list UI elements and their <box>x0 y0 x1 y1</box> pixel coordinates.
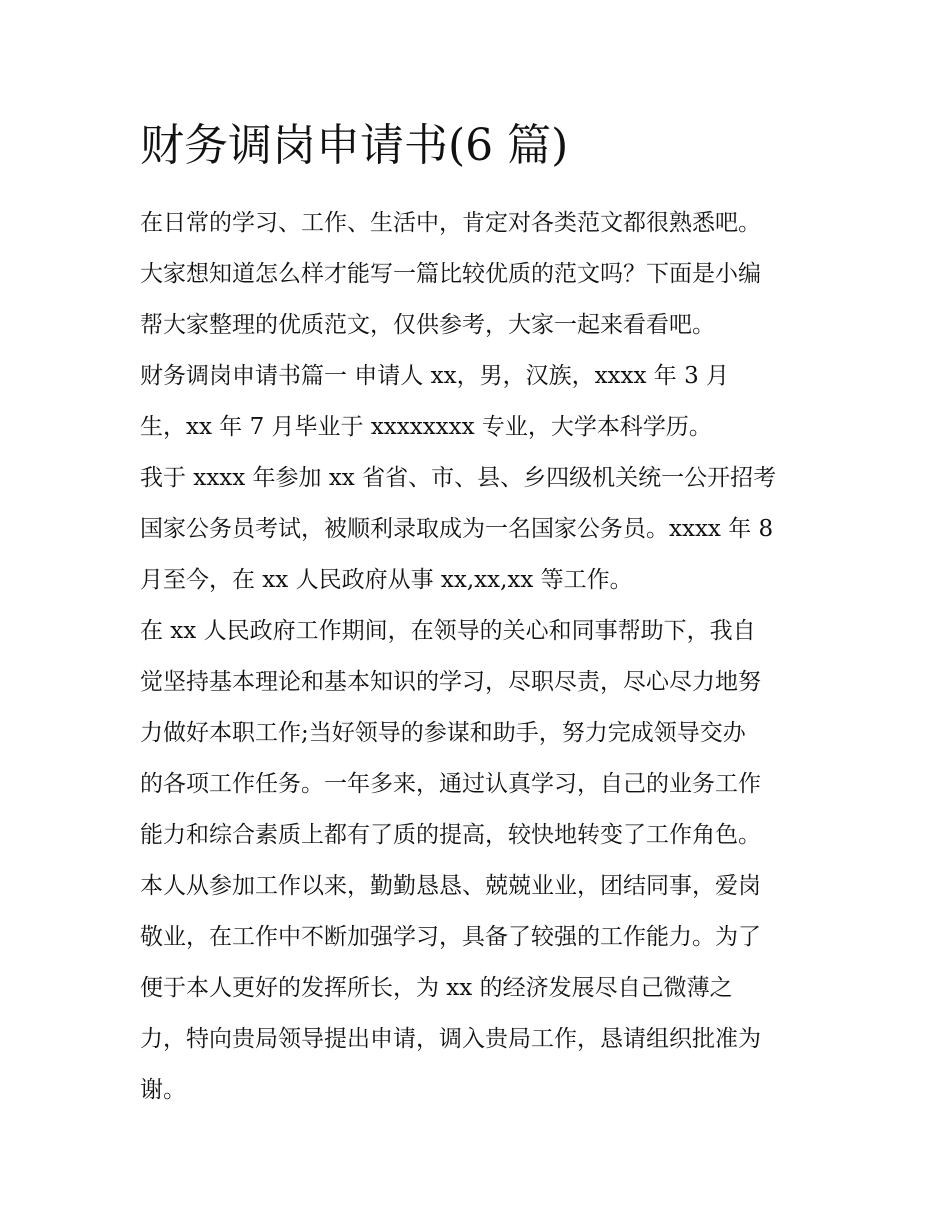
body-line: 谢。 <box>140 1077 186 1103</box>
body-line: 在 xx 人民政府工作期间，在领导的关心和同事帮助下，我自 <box>140 618 756 644</box>
document-body <box>140 198 830 1116</box>
body-line: 大家想知道怎么样才能写一篇比较优质的范文吗？下面是小编 <box>140 261 761 287</box>
body-line: 帮大家整理的优质范文，仅供参考，大家一起来看看吧。 <box>140 312 715 338</box>
body-line: 便于本人更好的发挥所长，为 xx 的经济发展尽自己微薄之 <box>140 975 733 1001</box>
body-line: 本人从参加工作以来，勤勤恳恳、兢兢业业，团结同事，爱岗 <box>140 873 761 899</box>
body-line: 国家公务员考试，被顺利录取成为一名国家公务员。xxxx 年 8 <box>140 516 774 542</box>
body-line: 在日常的学习、工作、生活中，肯定对各类范文都很熟悉吧。 <box>140 210 761 236</box>
body-line: 敬业，在工作中不断加强学习，具备了较强的工作能力。为了 <box>140 924 761 950</box>
document-title: 财务调岗申请书(6 篇) <box>140 120 569 171</box>
body-line: 月至今，在 xx 人民政府从事 xx,xx,xx 等工作。 <box>140 567 633 593</box>
body-line: 力做好本职工作;当好领导的参谋和助手，努力完成领导交办 <box>140 720 746 746</box>
body-line: 觉坚持基本理论和基本知识的学习，尽职尽责，尽心尽力地努 <box>140 669 761 695</box>
body-line: 财务调岗申请书篇一 申请人 xx，男，汉族，xxxx 年 3 月 <box>140 363 730 389</box>
body-line: 能力和综合素质上都有了质的提高，较快地转变了工作角色。 <box>140 822 761 848</box>
body-line: 的各项工作任务。一年多来，通过认真学习，自己的业务工作 <box>140 771 761 797</box>
body-line: 生，xx 年 7 月毕业于 xxxxxxxx 专业，大学本科学历。 <box>140 414 712 440</box>
body-line: 我于 xxxx 年参加 xx 省省、市、县、乡四级机关统一公开招考 <box>140 465 777 491</box>
body-line: 力，特向贵局领导提出申请，调入贵局工作，恳请组织批准为 <box>140 1026 761 1052</box>
